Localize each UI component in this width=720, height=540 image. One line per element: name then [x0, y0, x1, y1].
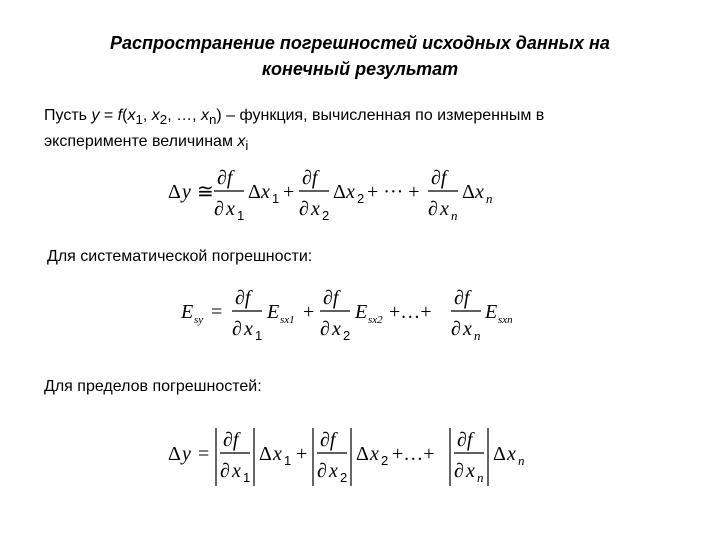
title-line-2: конечный результат: [261, 59, 459, 79]
f3-dx1-delta: Δ: [259, 443, 272, 465]
f3-eq: =: [198, 443, 210, 465]
f2-E2-sub: sx2: [368, 314, 383, 326]
intro-text-1: Пусть: [44, 107, 92, 124]
f2-frac2-den-sub: 2: [343, 328, 351, 343]
f2-E2: E: [355, 301, 368, 323]
f1-dx1-sub: 1: [272, 191, 280, 206]
f2-frac2-num: ∂f: [323, 287, 339, 309]
f3-frac2-num: ∂f: [320, 429, 336, 451]
intro-sub-1: 1: [135, 112, 143, 128]
f3-fracn-den-x: x: [466, 460, 475, 482]
intro-var-f: f: [117, 107, 123, 124]
f1-dx1-delta: Δ: [248, 181, 261, 203]
f3-dx1-x: x: [273, 443, 282, 465]
systematic-error-label: Для систематической погрешности:: [47, 248, 313, 265]
f2-frac1-num: ∂f: [235, 287, 251, 309]
f2-En: E: [485, 301, 498, 323]
f3-delta: Δ: [168, 443, 181, 465]
f3-frac1-den-x: x: [232, 460, 241, 482]
intro-var-xi: x: [237, 133, 246, 151]
f3-fracn-den-sub: n: [477, 470, 484, 485]
f2-E: E: [181, 301, 194, 323]
title-line-1: Распространение погрешностей исходных данных на: [110, 33, 610, 53]
f1-fracn-den-partial: ∂: [428, 198, 438, 220]
f2-E-sub: sy: [194, 314, 204, 326]
f1-dx2-x: x: [346, 181, 355, 203]
f1-delta: Δ: [168, 181, 181, 203]
f3-dx2-delta: Δ: [356, 443, 369, 465]
f1-dxn-x: x: [475, 181, 484, 203]
f2-plus-dots: +…+: [389, 301, 432, 323]
f3-frac1-den-partial: ∂: [220, 460, 230, 482]
f3-dxn-sub: n: [518, 453, 525, 468]
f2-E1: E: [267, 301, 280, 323]
intro-comma-2: , …,: [167, 107, 201, 124]
intro-text-2: =: [99, 107, 118, 124]
f2-E1-sub: sx1: [280, 314, 295, 326]
f3-frac2-den-x: x: [329, 460, 338, 482]
f1-frac1-den-x: x: [226, 198, 235, 220]
f1-frac2-den-sub: 2: [322, 208, 330, 223]
f2-En-sub: sxn: [498, 314, 513, 326]
formula-total-error: [160, 160, 520, 230]
f1-dxn-sub: n: [486, 191, 493, 206]
slide-title: [0, 30, 720, 82]
intro-text-5: эксперименте величинам: [44, 133, 238, 151]
f3-plus-1: +: [296, 443, 308, 465]
f1-fracn-num: ∂f: [431, 167, 447, 189]
f3-frac2-den-partial: ∂: [317, 460, 327, 482]
f1-dx2-sub: 2: [357, 191, 365, 206]
f2-fracn-den-x: x: [463, 318, 472, 340]
f1-fracn-den-x: x: [440, 198, 449, 220]
f3-dxn-x: x: [507, 443, 516, 465]
f1-y-letter: y: [182, 181, 191, 203]
f2-frac1-den-x: x: [244, 318, 253, 340]
f1-dx1-x: x: [261, 181, 270, 203]
formula-systematic-error: [175, 280, 535, 350]
f2-frac2-den-partial: ∂: [320, 318, 330, 340]
intro-comma-1: ,: [142, 107, 152, 124]
f3-dxn-delta: Δ: [493, 443, 506, 465]
f1-approx: ≅: [197, 181, 214, 203]
f1-dx2-delta: Δ: [333, 181, 346, 203]
f3-frac2-den-sub: 2: [340, 470, 348, 485]
intro-text-4: ) – функция, вычисленная по измеренным в: [216, 107, 545, 124]
f3-frac1-num: ∂f: [223, 429, 239, 451]
f1-frac2-num: ∂f: [302, 167, 318, 189]
f3-dx1-sub: 1: [284, 453, 292, 468]
f1-frac1-num: ∂f: [217, 167, 233, 189]
f2-frac2-den-x: x: [332, 318, 341, 340]
f1-plus-dots: + ··· +: [367, 181, 420, 203]
intro-sub-2: 2: [159, 112, 168, 128]
f3-y: y: [182, 443, 191, 465]
f1-frac2-den-x: x: [311, 198, 320, 220]
intro-sub-n: n: [208, 112, 217, 128]
f2-eq: =: [211, 301, 223, 323]
intro-text-3: (: [122, 107, 128, 124]
f1-dxn-delta: Δ: [462, 181, 475, 203]
f2-fracn-den-sub: n: [474, 328, 481, 343]
f2-plus-1: +: [303, 301, 315, 323]
intro-paragraph: [44, 105, 684, 157]
f1-plus-1: +: [283, 181, 295, 203]
intro-var-x1: x: [127, 107, 136, 124]
f1-frac1-den-partial: ∂: [214, 198, 224, 220]
f2-fracn-den-partial: ∂: [451, 318, 461, 340]
intro-var-x2: x: [151, 107, 160, 124]
f3-plus-dots: +…+: [392, 443, 435, 465]
f2-frac1-den-partial: ∂: [232, 318, 242, 340]
f3-dx2-x: x: [370, 443, 379, 465]
f1-frac2-den-partial: ∂: [299, 198, 309, 220]
f3-fracn-den-partial: ∂: [454, 460, 464, 482]
formula-error-limits: [160, 420, 535, 495]
f2-fracn-num: ∂f: [454, 287, 470, 309]
intro-var-xn: x: [200, 107, 209, 124]
f3-fracn-num: ∂f: [457, 429, 473, 451]
limits-error-label: Для пределов погрешностей:: [44, 378, 262, 395]
f1-fracn-den-sub: n: [451, 208, 458, 223]
intro-var-y: y: [91, 107, 100, 124]
f3-frac1-den-sub: 1: [243, 470, 251, 485]
intro-sub-i: i: [245, 138, 249, 154]
f2-frac1-den-sub: 1: [255, 328, 263, 343]
f1-frac1-den-sub: 1: [237, 208, 245, 223]
f3-dx2-sub: 2: [381, 453, 389, 468]
